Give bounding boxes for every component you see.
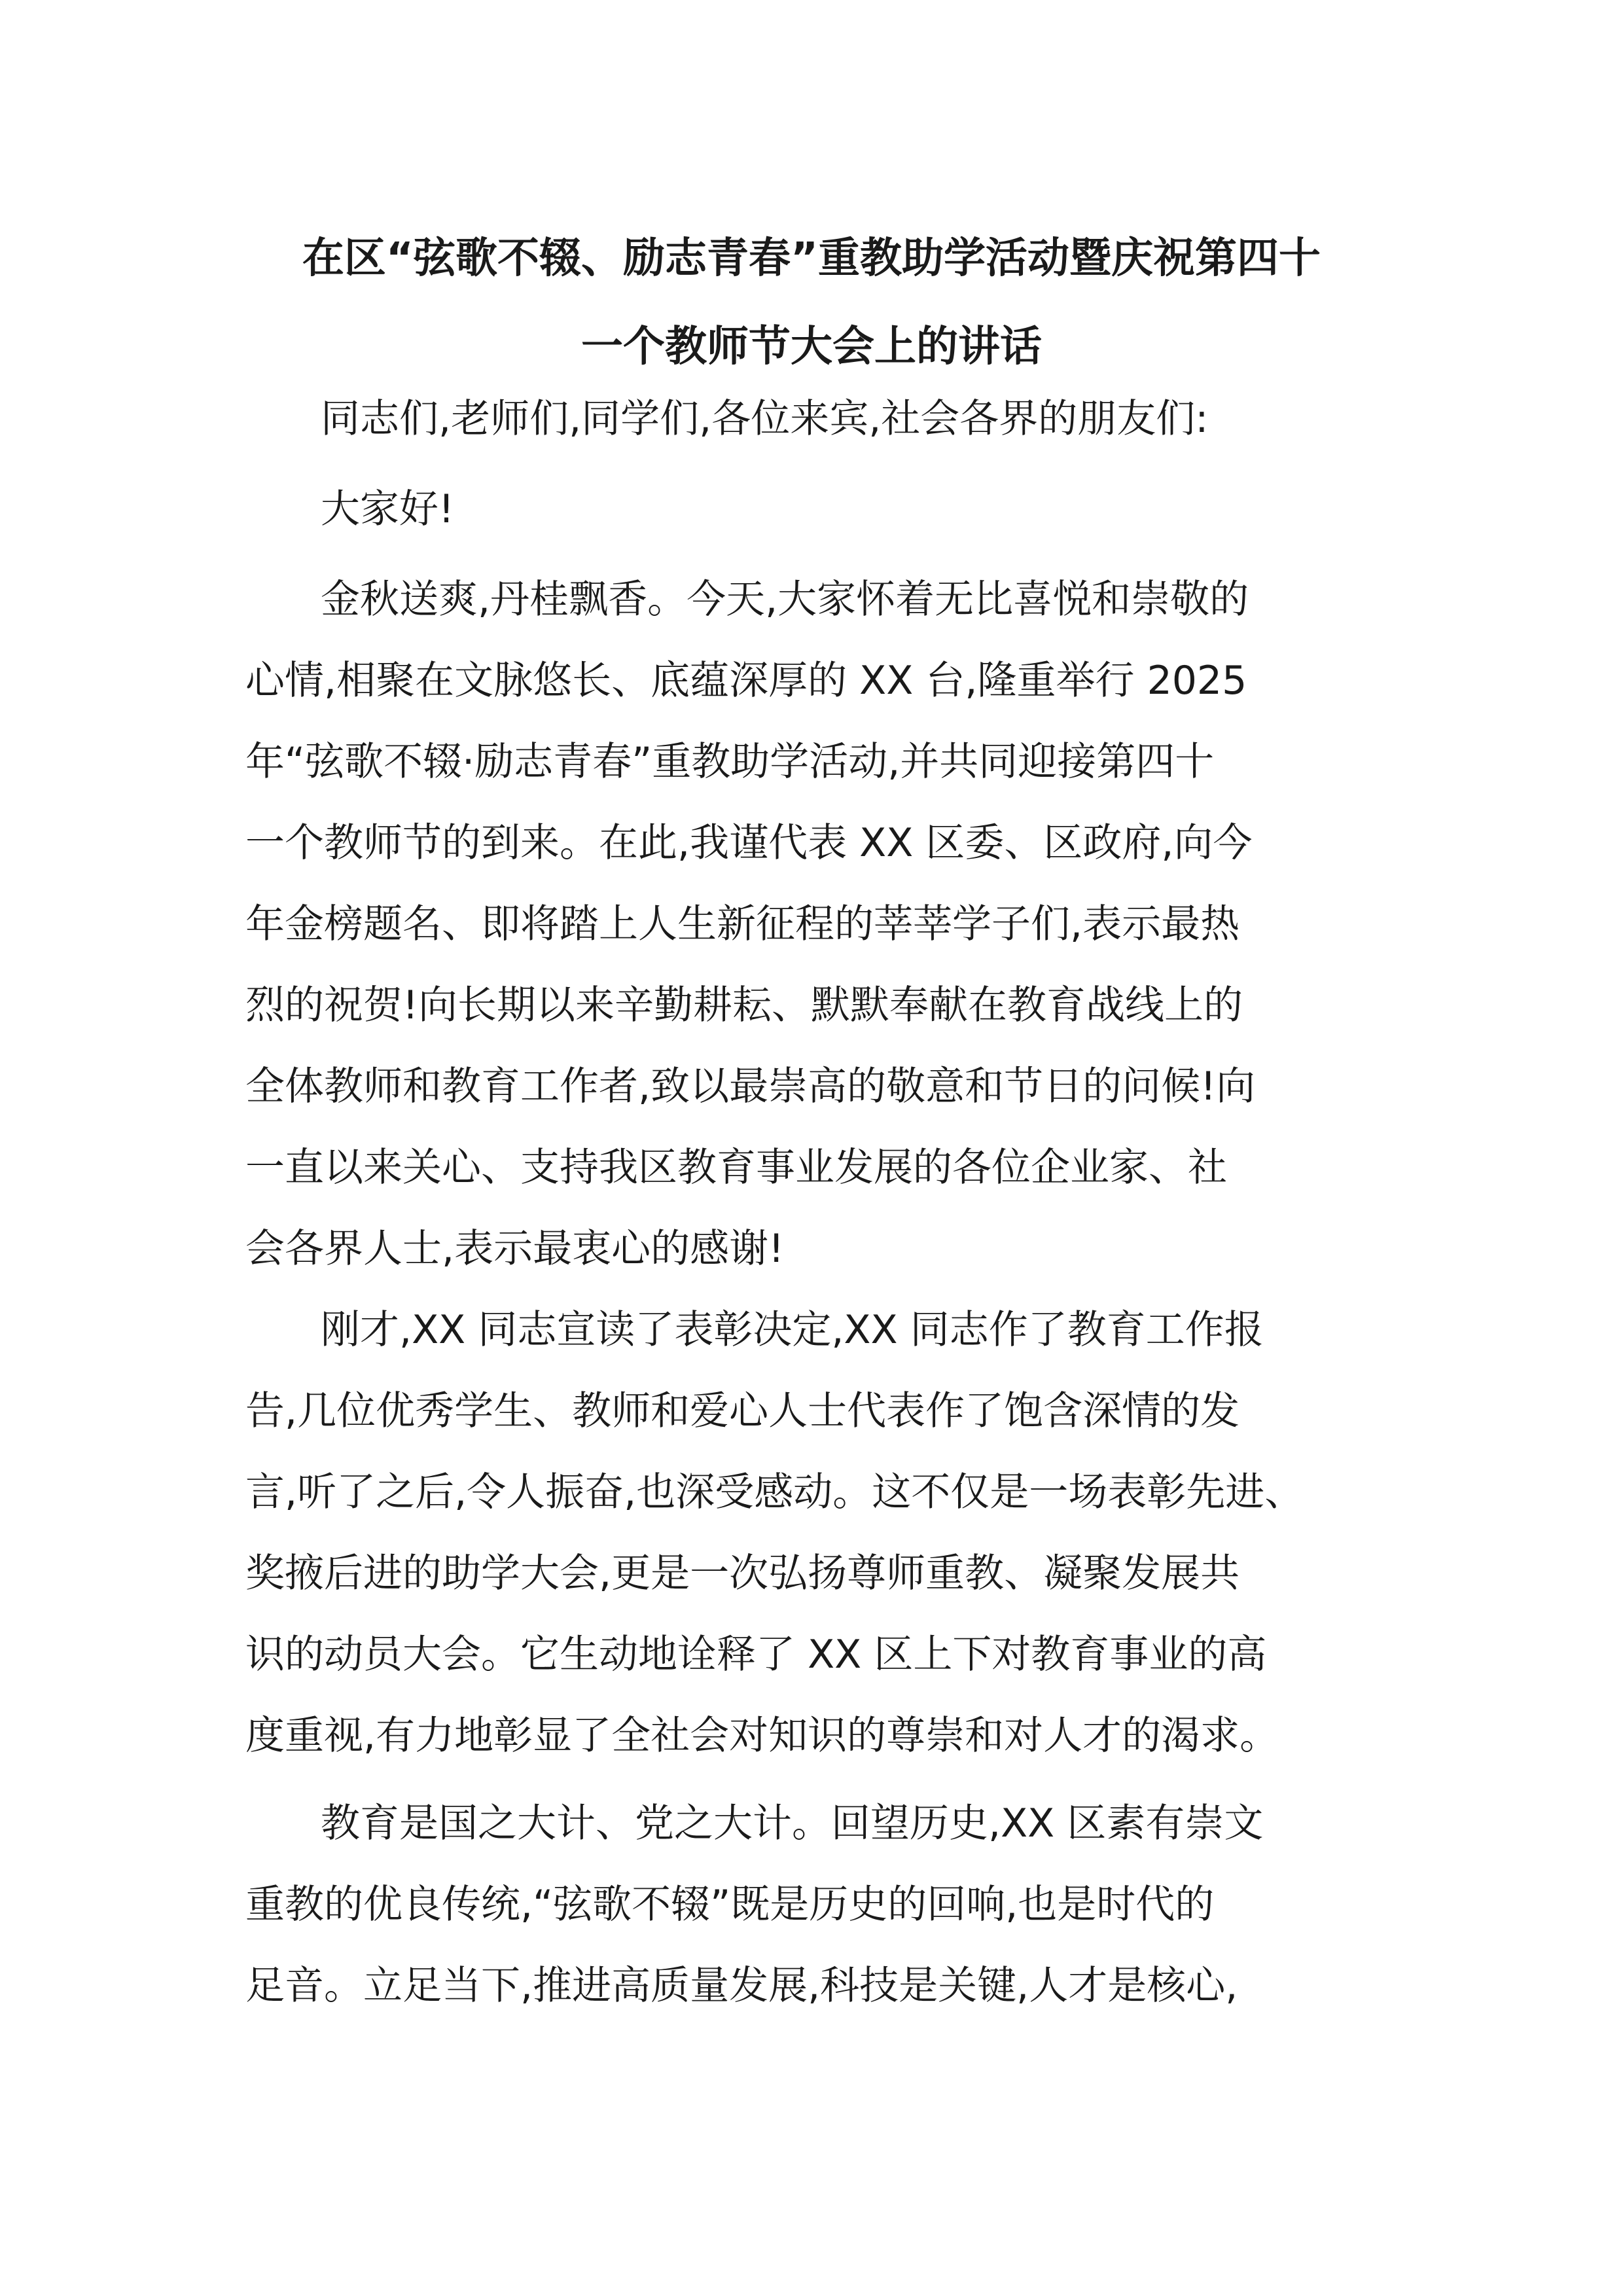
- paragraph-1-line-5: 年金榜题名、即将踏上人生新征程的莘莘学子们,表示最热: [245, 901, 1240, 947]
- paragraph-2-line-6: 度重视,有力地彰显了全社会对知识的尊崇和对人才的渴求。: [245, 1713, 1279, 1759]
- paragraph-2-line-2: 告,几位优秀学生、教师和爱心人士代表作了饱含深情的发: [245, 1388, 1240, 1434]
- greeting-line: 大家好!: [321, 486, 455, 532]
- paragraph-2-line-3: 言,听了之后,令人振奋,也深受感动。这不仅是一场表彰先进、: [245, 1469, 1304, 1515]
- paragraph-1-line-1: 金秋送爽,丹桂飘香。今天,大家怀着无比喜悦和崇敬的: [321, 577, 1249, 622]
- paragraph-3-line-1: 教育是国之大计、党之大计。回望历史,XX 区素有崇文: [321, 1801, 1264, 1846]
- paragraph-1-line-4: 一个教师节的到来。在此,我谨代表 XX 区委、区政府,向今: [245, 820, 1253, 866]
- paragraph-1-line-2: 心情,相聚在文脉悠长、底蕴深厚的 XX 台,隆重举行 2025: [245, 658, 1247, 704]
- paragraph-2-line-5: 识的动员大会。它生动地诠释了 XX 区上下对教育事业的高: [245, 1632, 1267, 1677]
- salutation-line: 同志们,老师们,同学们,各位来宾,社会各界的朋友们:: [321, 396, 1209, 442]
- paragraph-1-line-6: 烈的祝贺!向长期以来辛勤耕耘、默默奉献在教育战线上的: [245, 982, 1243, 1028]
- paragraph-3-line-3: 足音。立足当下,推进高质量发展,科技是关键,人才是核心,: [245, 1963, 1238, 2009]
- paragraph-1-line-7: 全体教师和教育工作者,致以最崇高的敬意和节日的问候!向: [245, 1064, 1256, 1109]
- document-title-line-1: 在区“弦歌不辍、励志青春”重教助学活动暨庆祝第四十: [302, 234, 1321, 283]
- paragraph-2-line-1: 刚才,XX 同志宣读了表彰决定,XX 同志作了教育工作报: [321, 1307, 1264, 1353]
- paragraph-1-line-8: 一直以来关心、支持我区教育事业发展的各位企业家、社: [245, 1145, 1227, 1191]
- document-title-line-2: 一个教师节大会上的讲话: [581, 323, 1042, 371]
- paragraph-1-line-9: 会各界人士,表示最衷心的感谢!: [245, 1226, 785, 1272]
- paragraph-1-line-3: 年“弦歌不辍·励志青春”重教助学活动,并共同迎接第四十: [245, 739, 1215, 785]
- paragraph-2-line-4: 奖掖后进的助学大会,更是一次弘扬尊师重教、凝聚发展共: [245, 1551, 1240, 1596]
- paragraph-3-line-2: 重教的优良传统,“弦歌不辍”既是历史的回响,也是时代的: [245, 1882, 1215, 1928]
